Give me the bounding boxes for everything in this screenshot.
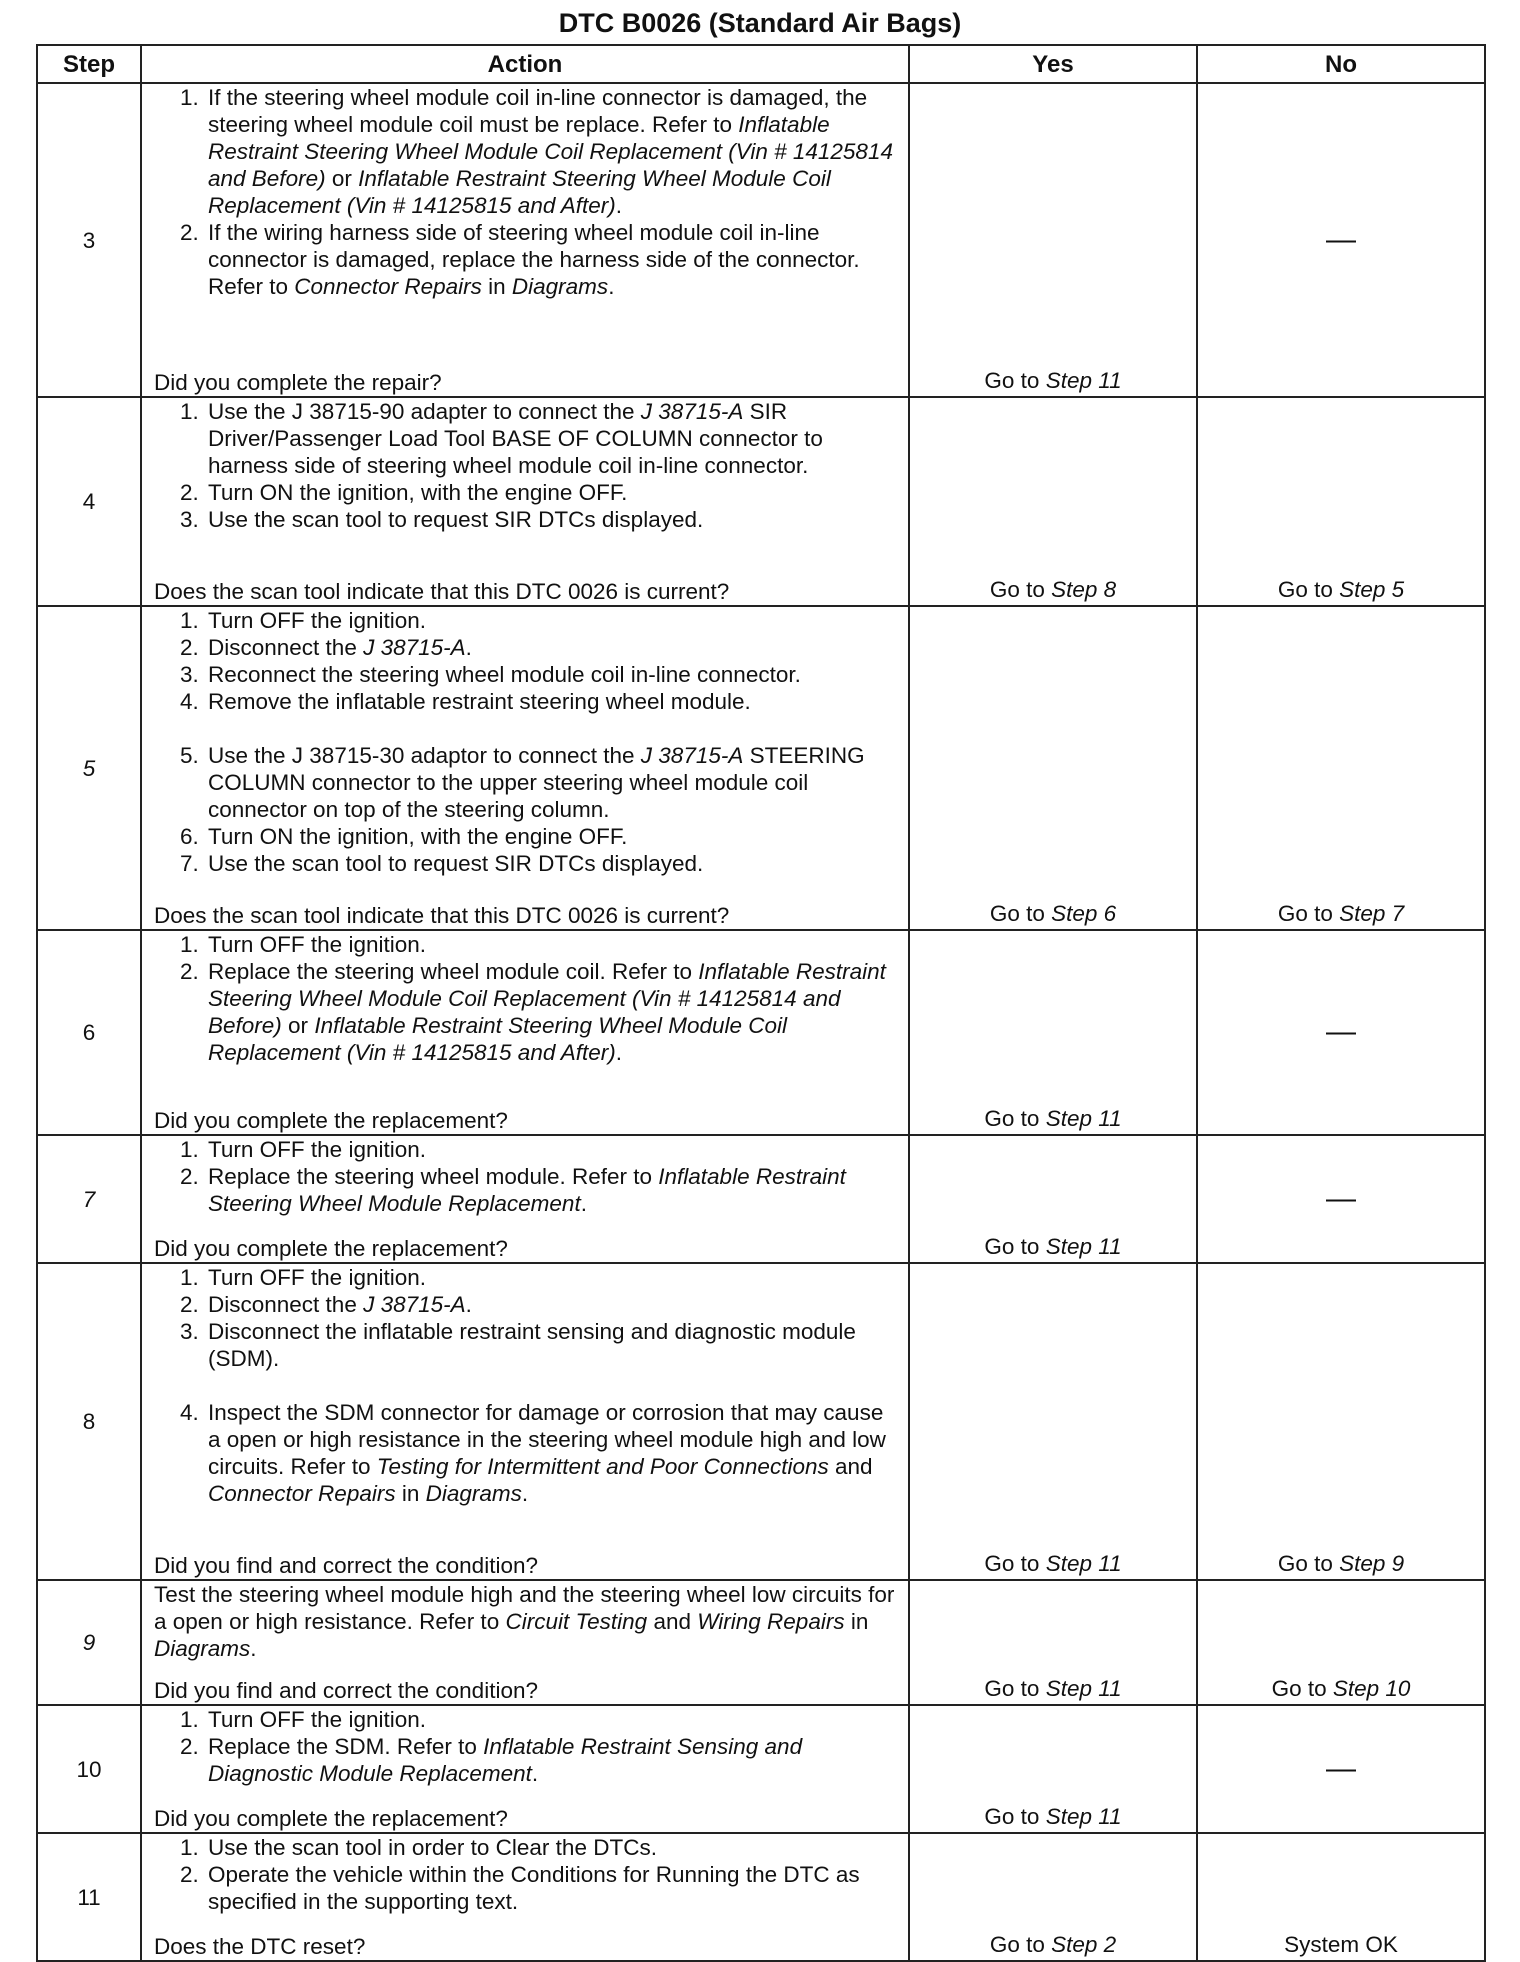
action-question: Did you find and correct the condition?: [154, 1678, 538, 1703]
action-list: [154, 84, 898, 327]
go-to-label: Go to: [1271, 1676, 1333, 1701]
reference-link-text: Inflatable Restraint Steering Wheel Module Replacement: [208, 1164, 846, 1216]
action-text: Use the scan tool to request SIR DTCs displayed.: [208, 851, 704, 876]
no-result: [1197, 1833, 1485, 1961]
action-text: Turn ON the ignition, with the engine OFF.: [208, 480, 628, 505]
action-text: Turn OFF the ignition.: [208, 1707, 427, 1732]
yes-result: [909, 606, 1197, 930]
action-text: Use the scan tool in order to Clear the DTCs.: [208, 1835, 657, 1860]
no-result: [1197, 1263, 1485, 1580]
action-step: [154, 823, 898, 850]
table-row: [37, 1263, 1485, 1580]
step-index: 2.: [180, 635, 199, 660]
action-cell: [141, 1705, 909, 1833]
action-text: .: [615, 193, 623, 218]
action-paragraph: [154, 1581, 898, 1662]
step-reference: Step 5: [1339, 577, 1405, 602]
step-index: 1.: [180, 399, 199, 424]
action-list: [154, 1834, 898, 1915]
action-cell: [141, 83, 909, 397]
action-steps: [154, 1581, 898, 1662]
action-cell: [141, 930, 909, 1135]
step-index: 3.: [180, 507, 199, 532]
step-reference: Step 9: [1339, 1551, 1405, 1576]
action-content: [154, 84, 898, 396]
go-to-label: Go to: [1277, 577, 1340, 602]
not-applicable-dash: —: [1326, 1015, 1356, 1048]
step-index: 2.: [180, 220, 199, 245]
step-number: 4: [37, 397, 141, 606]
action-text: Use the J 38715-90 adapter to connect the: [208, 399, 641, 424]
reference-link-text: Inflatable Restraint Steering Wheel Module Coil Replacement (Vin # 14125814 and Before): [208, 959, 886, 1038]
action-cell: [141, 397, 909, 606]
action-cell: [141, 1833, 909, 1961]
yes-result: [909, 397, 1197, 606]
action-step: [154, 1136, 898, 1163]
step-reference: Step 11: [1045, 1106, 1122, 1131]
step-index: 1.: [180, 85, 199, 110]
action-cell: [141, 1263, 909, 1580]
step-reference: Step 11: [1045, 1676, 1122, 1701]
header-action: Action: [141, 45, 909, 83]
go-to-label: Go to: [989, 577, 1052, 602]
action-question: Did you complete the replacement?: [154, 1108, 508, 1133]
step-number: 6: [37, 930, 141, 1135]
action-step: [154, 958, 898, 1066]
action-text: Operate the vehicle within the Conditions for Running the DTC as specified in the supporting text.: [208, 1862, 860, 1914]
action-content: [154, 1834, 898, 1960]
step-number: 3: [37, 83, 141, 397]
action-list: [154, 1136, 898, 1217]
step-number: 7: [37, 1135, 141, 1263]
action-step: [154, 607, 898, 634]
action-step: [154, 634, 898, 661]
action-text: Replace the SDM. Refer to: [208, 1734, 484, 1759]
no-result: [1197, 606, 1485, 930]
no-result: [1197, 1705, 1485, 1833]
not-applicable-dash: —: [1326, 1181, 1356, 1215]
yes-result: [909, 1705, 1197, 1833]
action-text: Reconnect the steering wheel module coil in-line connector.: [208, 662, 801, 687]
action-text: .: [250, 1636, 257, 1661]
table-row: [37, 1833, 1485, 1961]
action-text: Remove the inflatable restraint steering wheel module.: [208, 689, 751, 714]
action-steps: [154, 1706, 898, 1787]
action-step: [154, 742, 898, 823]
action-list: [154, 607, 898, 877]
reference-link-text: J 38715-A: [640, 743, 744, 768]
action-question: Did you complete the repair?: [154, 370, 442, 395]
action-text: in: [481, 274, 512, 299]
action-step: [154, 850, 898, 877]
reference-link-text: J 38715-A: [363, 635, 466, 660]
action-content: [154, 1264, 898, 1579]
yes-result: [909, 1263, 1197, 1580]
reference-link-text: J 38715-A: [363, 1292, 466, 1317]
action-list: [154, 931, 898, 1066]
action-question: Does the scan tool indicate that this DTC 0026 is current?: [154, 579, 730, 604]
action-step: [154, 661, 898, 688]
step-number: 10: [37, 1705, 141, 1833]
go-to-label: Go to: [984, 1106, 1046, 1131]
table-row: [37, 1135, 1485, 1263]
not-applicable-dash: —: [1326, 1751, 1356, 1785]
action-text: Disconnect the inflatable restraint sensing and diagnostic module (SDM).: [208, 1319, 856, 1371]
action-steps: [154, 398, 898, 533]
step-reference: Step 11: [1045, 1234, 1122, 1259]
table-row: [37, 1705, 1485, 1833]
action-step: [154, 1834, 898, 1861]
spacer: [154, 300, 898, 327]
step-index: 1.: [180, 1265, 199, 1290]
action-steps: [154, 1136, 898, 1217]
reference-link-text: Diagrams: [511, 274, 609, 299]
action-text: Use the scan tool to request SIR DTCs displayed.: [208, 507, 704, 532]
action-text: Test the steering wheel module high and the steering wheel low circuits for a open or high resistance. Refer to: [154, 1582, 895, 1634]
go-to-label: Go to: [984, 1551, 1046, 1576]
step-index: 5.: [180, 743, 199, 768]
go-to-label: Go to: [984, 1804, 1046, 1829]
reference-link-text: Inflatable Restraint Steering Wheel Module Coil Replacement (Vin # 14125815 and After): [208, 1013, 788, 1065]
reference-link-text: Connector Repairs: [294, 274, 482, 299]
step-index: 1.: [180, 608, 199, 633]
reference-link-text: Diagrams: [154, 1636, 251, 1661]
action-text: or: [281, 1013, 315, 1038]
step-reference: Step 6: [1051, 901, 1117, 926]
yes-result: [909, 83, 1197, 397]
step-index: 2.: [180, 1292, 199, 1317]
step-index: 1.: [180, 1835, 199, 1860]
action-text: .: [465, 1292, 472, 1317]
step-number: 11: [37, 1833, 141, 1961]
action-steps: [154, 1834, 898, 1915]
action-step: [154, 1733, 898, 1787]
step-index: 4.: [180, 689, 199, 714]
action-text: .: [521, 1481, 529, 1506]
no-result: [1197, 1580, 1485, 1705]
action-question: Did you find and correct the condition?: [154, 1553, 538, 1578]
reference-link-text: J 38715-A: [640, 399, 744, 424]
action-text: .: [615, 1040, 623, 1065]
go-to-label: Go to: [984, 1676, 1046, 1701]
action-list: [154, 1264, 898, 1534]
yes-result: [909, 1833, 1197, 1961]
action-question: Does the scan tool indicate that this DTC 0026 is current?: [154, 903, 730, 928]
step-index: 2.: [180, 480, 199, 505]
no-result: [1197, 930, 1485, 1135]
action-cell: [141, 1580, 909, 1705]
diagnostic-table: [36, 44, 1486, 1962]
action-text: Disconnect the: [208, 635, 364, 660]
action-content: [154, 607, 898, 929]
spacer: [154, 1372, 898, 1399]
action-step: [154, 84, 898, 219]
go-to-label: Go to: [989, 1932, 1052, 1957]
action-question: Does the DTC reset?: [154, 1934, 366, 1959]
action-step: [154, 219, 898, 300]
go-to-label: Go to: [989, 901, 1052, 926]
action-step: [154, 506, 898, 533]
action-text: and: [828, 1454, 873, 1479]
yes-result: [909, 1580, 1197, 1705]
action-text: Turn OFF the ignition.: [208, 1137, 427, 1162]
no-result: [1197, 83, 1485, 397]
go-to-label: Go to: [1277, 1551, 1340, 1576]
step-number: 8: [37, 1263, 141, 1580]
header-step: Step: [37, 45, 141, 83]
reference-link-text: Circuit Testing: [505, 1609, 648, 1634]
step-index: 2.: [180, 1862, 199, 1887]
table-row: [37, 606, 1485, 930]
action-content: [154, 1581, 898, 1704]
action-text: Turn OFF the ignition.: [208, 1265, 427, 1290]
go-to-label: Go to: [984, 1234, 1046, 1259]
action-text: Disconnect the: [208, 1292, 364, 1317]
action-step: [154, 1291, 898, 1318]
step-index: 3.: [180, 662, 199, 687]
action-list: [154, 398, 898, 533]
table-row: [37, 83, 1485, 397]
step-index: 1.: [180, 1137, 199, 1162]
action-text: Turn ON the ignition, with the engine OFF.: [208, 824, 628, 849]
step-index: 1.: [180, 932, 199, 957]
step-reference: Step 8: [1051, 577, 1117, 602]
action-text: If the steering wheel module coil in-line connector is damaged, the steering wheel module coil must be replace. Refer to: [208, 85, 868, 137]
table-row: [37, 397, 1485, 606]
action-steps: [154, 607, 898, 877]
step-index: 2.: [180, 1164, 199, 1189]
action-steps: [154, 931, 898, 1066]
step-index: 7.: [180, 851, 199, 876]
yes-result: [909, 930, 1197, 1135]
reference-link-text: Inflatable Restraint Steering Wheel Module Coil Replacement (Vin # 14125814 and Before): [208, 112, 893, 191]
step-index: 2.: [180, 959, 199, 984]
table-row: [37, 930, 1485, 1135]
step-number: 9: [37, 1580, 141, 1705]
action-steps: [154, 84, 898, 327]
step-reference: Step 11: [1045, 368, 1122, 393]
yes-result: [909, 1135, 1197, 1263]
action-content: [154, 1706, 898, 1832]
action-text: in: [395, 1481, 426, 1506]
action-steps: [154, 1264, 898, 1534]
result-text: System OK: [1284, 1932, 1398, 1957]
action-text: .: [465, 635, 472, 660]
action-text: in: [844, 1609, 869, 1634]
action-text: or: [325, 166, 359, 191]
reference-link-text: Diagrams: [425, 1481, 522, 1506]
header-no: No: [1197, 45, 1485, 83]
header-row: [37, 45, 1485, 83]
action-step: [154, 1399, 898, 1507]
action-text: If the wiring harness side of steering wheel module coil in-line connector is damaged, replace the harness side of the connector. Refer to: [208, 220, 860, 299]
action-question: Did you complete the replacement?: [154, 1806, 508, 1831]
reference-link-text: Inflatable Restraint Steering Wheel Module Coil Replacement (Vin # 14125815 and After): [208, 166, 831, 218]
action-step: [154, 1706, 898, 1733]
action-content: [154, 931, 898, 1134]
action-step: [154, 1163, 898, 1217]
spacer: [154, 1507, 898, 1534]
action-step: [154, 1861, 898, 1915]
action-step: [154, 398, 898, 479]
action-text: Turn OFF the ignition.: [208, 608, 427, 633]
action-question: Did you complete the replacement?: [154, 1236, 508, 1261]
go-to-label: Go to: [1277, 901, 1340, 926]
action-text: Use the J 38715-30 adaptor to connect the: [208, 743, 641, 768]
spacer: [154, 715, 898, 742]
table-row: [37, 1580, 1485, 1705]
step-reference: Step 10: [1332, 1676, 1411, 1701]
step-reference: Step 11: [1045, 1804, 1122, 1829]
action-step: [154, 931, 898, 958]
reference-link-text: Inflatable Restraint Sensing and Diagnostic Module Replacement: [208, 1734, 803, 1786]
action-text: .: [608, 274, 615, 299]
action-step: [154, 688, 898, 715]
action-text: Turn OFF the ignition.: [208, 932, 427, 957]
header-yes: Yes: [909, 45, 1197, 83]
reference-link-text: Wiring Repairs: [697, 1609, 845, 1634]
step-reference: Step 11: [1045, 1551, 1122, 1576]
step-number: 5: [37, 606, 141, 930]
step-index: 2.: [180, 1734, 199, 1759]
step-index: 4.: [180, 1400, 199, 1425]
no-result: [1197, 1135, 1485, 1263]
action-content: [154, 398, 898, 605]
action-text: Replace the steering wheel module coil. Refer to: [208, 959, 699, 984]
go-to-label: Go to: [984, 368, 1046, 393]
action-text: Inspect the SDM connector for damage or corrosion that may cause a open or high resistance in the steering wheel module high and low circuits. Refer to: [208, 1400, 886, 1479]
no-result: [1197, 397, 1485, 606]
action-step: [154, 1318, 898, 1372]
action-step: [154, 479, 898, 506]
step-reference: Step 7: [1339, 901, 1405, 926]
step-reference: Step 2: [1051, 1932, 1117, 1957]
action-text: .: [531, 1761, 539, 1786]
action-step: [154, 1264, 898, 1291]
reference-link-text: Testing for Intermittent and Poor Connections: [376, 1454, 829, 1479]
step-index: 6.: [180, 824, 199, 849]
page-title: DTC B0026 (Standard Air Bags): [558, 8, 962, 38]
action-content: [154, 1136, 898, 1262]
action-text: SIR Driver/Passenger Load Tool BASE OF COLUMN connector to harness side of steering wheel module coil in-line connector.: [208, 399, 823, 478]
action-text: Replace the steering wheel module. Refer to: [208, 1164, 659, 1189]
action-cell: [141, 606, 909, 930]
action-list: [154, 1706, 898, 1787]
step-index: 1.: [180, 1707, 199, 1732]
action-text: and: [647, 1609, 698, 1634]
not-applicable-dash: —: [1326, 222, 1356, 256]
step-index: 3.: [180, 1319, 199, 1344]
action-text: .: [580, 1191, 587, 1216]
action-text: STEERING COLUMN connector to the upper steering wheel module coil connector on top of the steering column.: [208, 743, 865, 822]
action-cell: [141, 1135, 909, 1263]
reference-link-text: Connector Repairs: [208, 1481, 396, 1506]
